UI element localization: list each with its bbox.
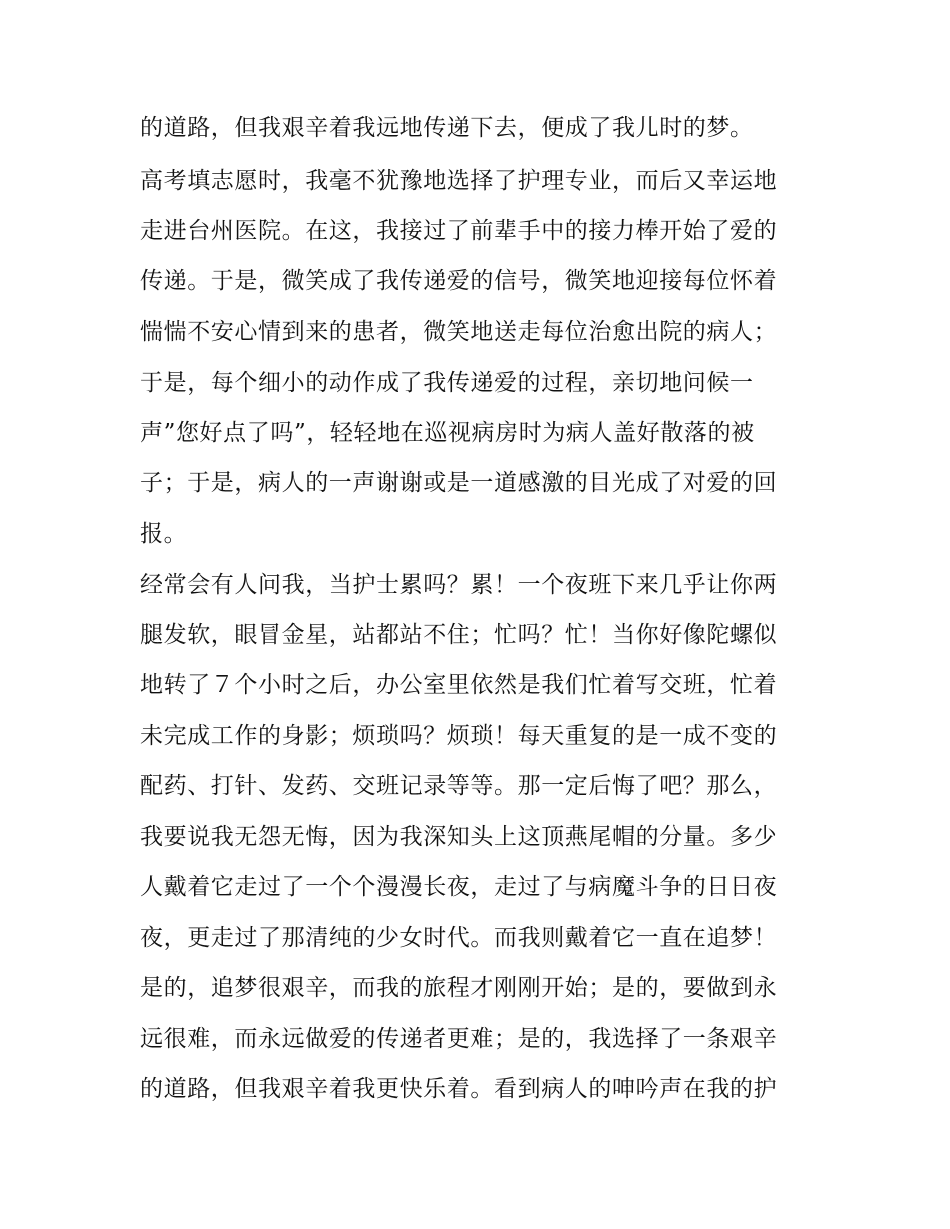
text-line: 惴惴不安心情到来的患者，微笑地送走每位治愈出院的病人； [140, 319, 778, 345]
text-line: 是的，追梦很艰辛，而我的旅程才刚刚开始；是的，要做到永 [140, 975, 778, 1001]
text-line: 走进台州医院。在这，我接过了前辈手中的接力棒开始了爱的 [140, 218, 778, 244]
text-line: 声”您好点了吗”，轻轻地在巡视病房时为病人盖好散落的被 [140, 420, 755, 446]
text-line: 报。 [140, 521, 188, 547]
text-line: 未完成工作的身影；烦琐吗？烦琐！每天重复的是一成不变的 [140, 723, 778, 749]
text-line: 人戴着它走过了一个个漫漫长夜，走过了与病魔斗争的日日夜 [140, 874, 778, 900]
text-line: 腿发软，眼冒金星，站都站不住；忙吗？忙！当你好像陀螺似 [140, 622, 778, 648]
text-line: 的道路，但我艰辛着我远地传递下去，便成了我儿时的梦。 [140, 115, 754, 141]
text-line: 夜，更走过了那清纯的少女时代。而我则戴着它一直在追梦！ [140, 925, 778, 951]
text-line: 于是，每个细小的动作成了我传递爱的过程，亲切地问候一 [140, 370, 754, 396]
text-line: 高考填志愿时，我毫不犹豫地选择了护理专业，而后又幸运地 [140, 168, 778, 194]
text-line: 配药、打针、发药、交班记录等等。那一定后悔了吧？那么， [140, 773, 778, 799]
text-line: 传递。于是，微笑成了我传递爱的信号，微笑地迎接每位怀着 [140, 268, 778, 294]
text-line: 地转了７个小时之后，办公室里依然是我们忙着写交班，忙着 [140, 672, 778, 698]
text-line: 经常会有人问我，当护士累吗？累！一个夜班下来几乎让你两 [140, 572, 778, 598]
text-line: 的道路，但我艰辛着我更快乐着。看到病人的呻吟声在我的护 [140, 1076, 778, 1102]
text-line: 子；于是，病人的一声谢谢或是一道感激的目光成了对爱的回 [140, 470, 778, 496]
text-line: 我要说我无怨无悔，因为我深知头上这顶燕尾帽的分量。多少 [140, 824, 778, 850]
text-line: 远很难，而永远做爱的传递者更难；是的，我选择了一条艰辛 [140, 1026, 778, 1052]
